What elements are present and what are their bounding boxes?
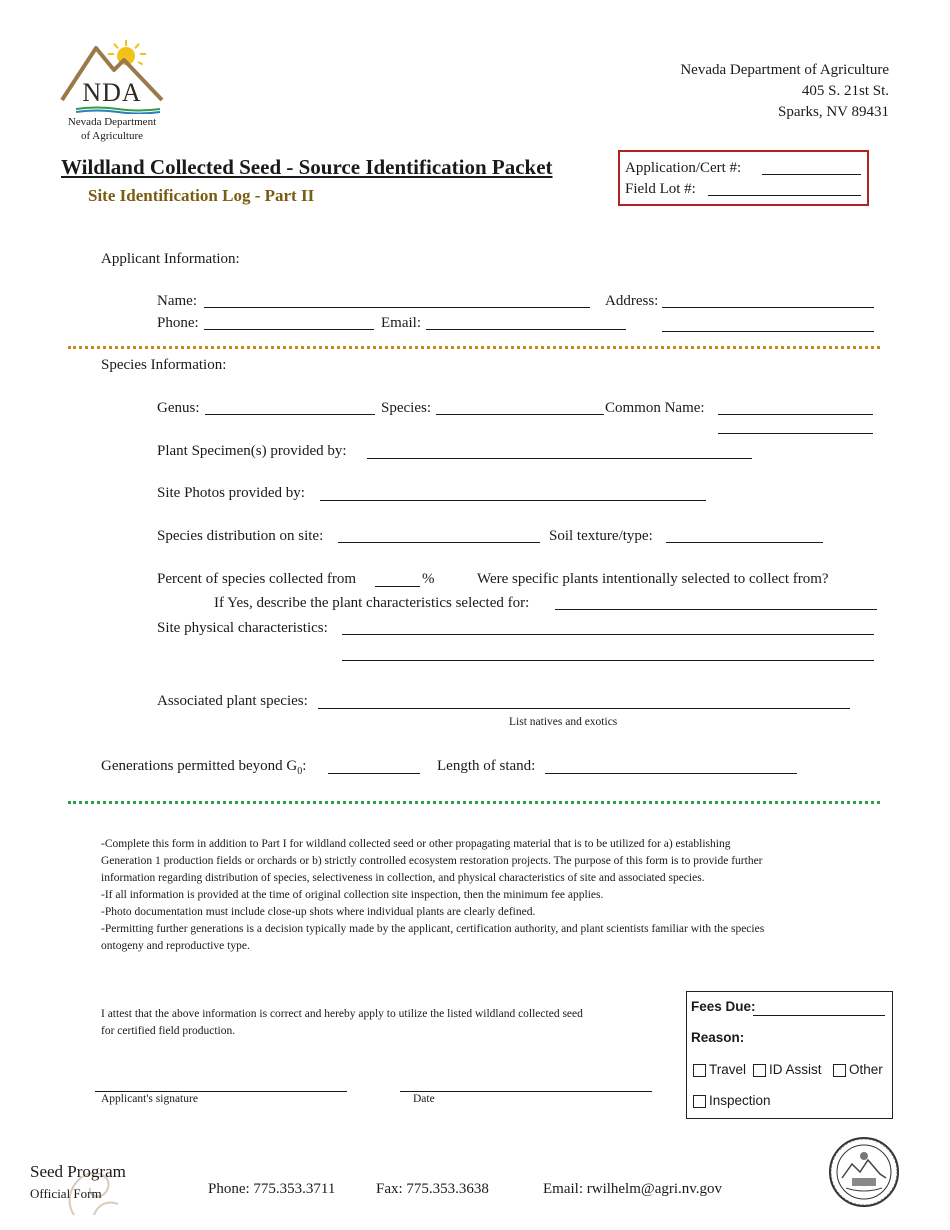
- name-label: Name:: [157, 293, 197, 309]
- reason-other[interactable]: [833, 1062, 883, 1077]
- instruction-line: information regarding distribution of species, selectiveness in collection, and physical characteristics of site and associated species.: [101, 872, 705, 884]
- reason-id-assist[interactable]: [753, 1062, 822, 1077]
- associated-species-input[interactable]: [318, 691, 850, 709]
- applicant-section-label: Applicant Information:: [101, 251, 240, 267]
- attest-line-2: for certified field production.: [101, 1025, 236, 1037]
- fees-due-input[interactable]: [753, 998, 885, 1016]
- generations-input[interactable]: [328, 756, 420, 774]
- genus-input[interactable]: [205, 397, 375, 415]
- cert-number-input[interactable]: [762, 157, 861, 175]
- footer-fax: Fax: 775.353.3638: [376, 1181, 489, 1197]
- checkbox-id-assist[interactable]: [753, 1064, 766, 1077]
- length-label: Length of stand:: [437, 758, 536, 774]
- species-input[interactable]: [436, 397, 604, 415]
- associated-note: List natives and exotics: [509, 716, 618, 728]
- soil-input[interactable]: [666, 525, 823, 543]
- associated-label: Associated plant species:: [157, 693, 308, 709]
- generations-colon: :: [302, 758, 307, 774]
- soil-label: Soil texture/type:: [549, 528, 653, 544]
- reason-travel[interactable]: [693, 1062, 746, 1077]
- email-input[interactable]: [426, 312, 626, 330]
- logo-text: NDA: [82, 78, 142, 107]
- checkbox-inspection[interactable]: [693, 1095, 706, 1108]
- site-physical-input-1[interactable]: [342, 617, 874, 635]
- percent-input[interactable]: [375, 569, 420, 587]
- cert-box: [618, 150, 869, 206]
- characteristics-input[interactable]: [555, 592, 877, 610]
- address-line-3: Sparks, NV 89431: [778, 104, 889, 120]
- distribution-label: Species distribution on site:: [157, 528, 324, 544]
- genus-label: Genus:: [157, 400, 200, 416]
- id-assist-label: ID Assist: [769, 1062, 822, 1077]
- address-line-2: 405 S. 21st St.: [801, 83, 889, 99]
- phone-input[interactable]: [204, 312, 374, 330]
- length-of-stand-input[interactable]: [545, 756, 797, 774]
- state-seal: [828, 1136, 900, 1208]
- instruction-line: -If all information is provided at the time of original collection site inspection, then the minimum fee applies.: [101, 889, 604, 901]
- reason-inspection[interactable]: [693, 1093, 771, 1108]
- address-line-1: Nevada Department of Agriculture: [680, 62, 889, 78]
- common-name-label: Common Name:: [605, 400, 705, 416]
- percent-sign: %: [422, 571, 435, 587]
- distribution-input[interactable]: [338, 525, 540, 543]
- nevada-seal-icon: [828, 1136, 900, 1208]
- instruction-line: Generation 1 production fields or orchards or b) strictly controlled ecosystem restoration projects. The purpose of this form is to provide further: [101, 855, 763, 867]
- seed-program-mark: [30, 1160, 150, 1220]
- name-input[interactable]: [204, 290, 590, 308]
- checkbox-other[interactable]: [833, 1064, 846, 1077]
- species-section-label: Species Information:: [101, 357, 227, 373]
- address-label: Address:: [605, 293, 659, 309]
- generations-subscript: 0: [297, 766, 303, 777]
- specimen-provider-input[interactable]: [367, 441, 752, 459]
- instruction-line: -Permitting further generations is a decision typically made by the applicant, certification authority, and plant scientists familiar with the species: [101, 923, 765, 935]
- form-subtitle: Site Identification Log - Part II: [88, 186, 315, 205]
- cert-label: Application/Cert #:: [625, 160, 742, 176]
- footer-email[interactable]: Email: rwilhelm@agri.nv.gov: [543, 1181, 723, 1197]
- attest-line-1: I attest that the above information is correct and hereby apply to utilize the listed wildland collected seed: [101, 1008, 583, 1020]
- common-name-input-1[interactable]: [718, 397, 873, 415]
- footer-phone: Phone: 775.353.3711: [208, 1181, 336, 1197]
- agency-address: [680, 60, 889, 123]
- attestation-text: [101, 1006, 583, 1040]
- other-label: Other: [849, 1062, 883, 1077]
- common-name-input-2[interactable]: [718, 416, 873, 434]
- date-label: Date: [413, 1093, 435, 1105]
- instruction-line: ontogeny and reproductive type.: [101, 940, 250, 952]
- section-divider-orange: [68, 346, 880, 349]
- logo-subtitle-1: Nevada Department: [67, 116, 157, 128]
- species-label: Species:: [381, 400, 431, 416]
- selected-question: Were specific plants intentionally selected to collect from?: [477, 571, 829, 587]
- generations-label: [101, 757, 306, 781]
- address-input-1[interactable]: [662, 290, 874, 308]
- form-title: Wildland Collected Seed - Source Identification Packet: [61, 155, 553, 179]
- photos-provider-input[interactable]: [320, 483, 706, 501]
- inspection-label: Inspection: [709, 1093, 771, 1108]
- fees-due-label: Fees Due:: [691, 999, 756, 1014]
- nda-logo: [58, 38, 166, 142]
- travel-label: Travel: [709, 1062, 747, 1077]
- generations-text: Generations permitted beyond G: [101, 758, 298, 774]
- email-label: Email:: [381, 315, 421, 331]
- phone-label: Phone:: [157, 315, 199, 331]
- reason-label: Reason:: [691, 1030, 745, 1045]
- fees-box: [686, 991, 893, 1119]
- photos-label: Site Photos provided by:: [157, 485, 305, 501]
- field-lot-input[interactable]: [708, 178, 861, 196]
- signature-input[interactable]: [95, 1074, 347, 1092]
- site-physical-input-2[interactable]: [342, 643, 874, 661]
- signature-label: Applicant's signature: [101, 1093, 198, 1105]
- seed-program-line-2: Official Form: [30, 1186, 102, 1201]
- river-wave-icon: [76, 106, 160, 114]
- logo-subtitle-2: of Agriculture: [80, 130, 143, 142]
- instruction-line: -Photo documentation must include close-up shots where individual plants are clearly defined.: [101, 906, 536, 918]
- site-physical-label: Site physical characteristics:: [157, 620, 328, 636]
- instruction-line: -Complete this form in addition to Part I for wildland collected seed or other propagating material that is to be utilized for a) establishing: [101, 838, 731, 850]
- percent-label: Percent of species collected from: [157, 571, 357, 587]
- address-input-2[interactable]: [662, 314, 874, 332]
- fieldlot-label: Field Lot #:: [625, 181, 696, 197]
- checkbox-travel[interactable]: [693, 1064, 706, 1077]
- seed-program-line-1: Seed Program: [30, 1162, 126, 1181]
- specimen-label: Plant Specimen(s) provided by:: [157, 443, 347, 459]
- if-yes-label: If Yes, describe the plant characteristics selected for:: [214, 595, 530, 611]
- date-input[interactable]: [400, 1074, 652, 1092]
- section-divider-green: [68, 801, 880, 804]
- instructions-block: [101, 836, 881, 955]
